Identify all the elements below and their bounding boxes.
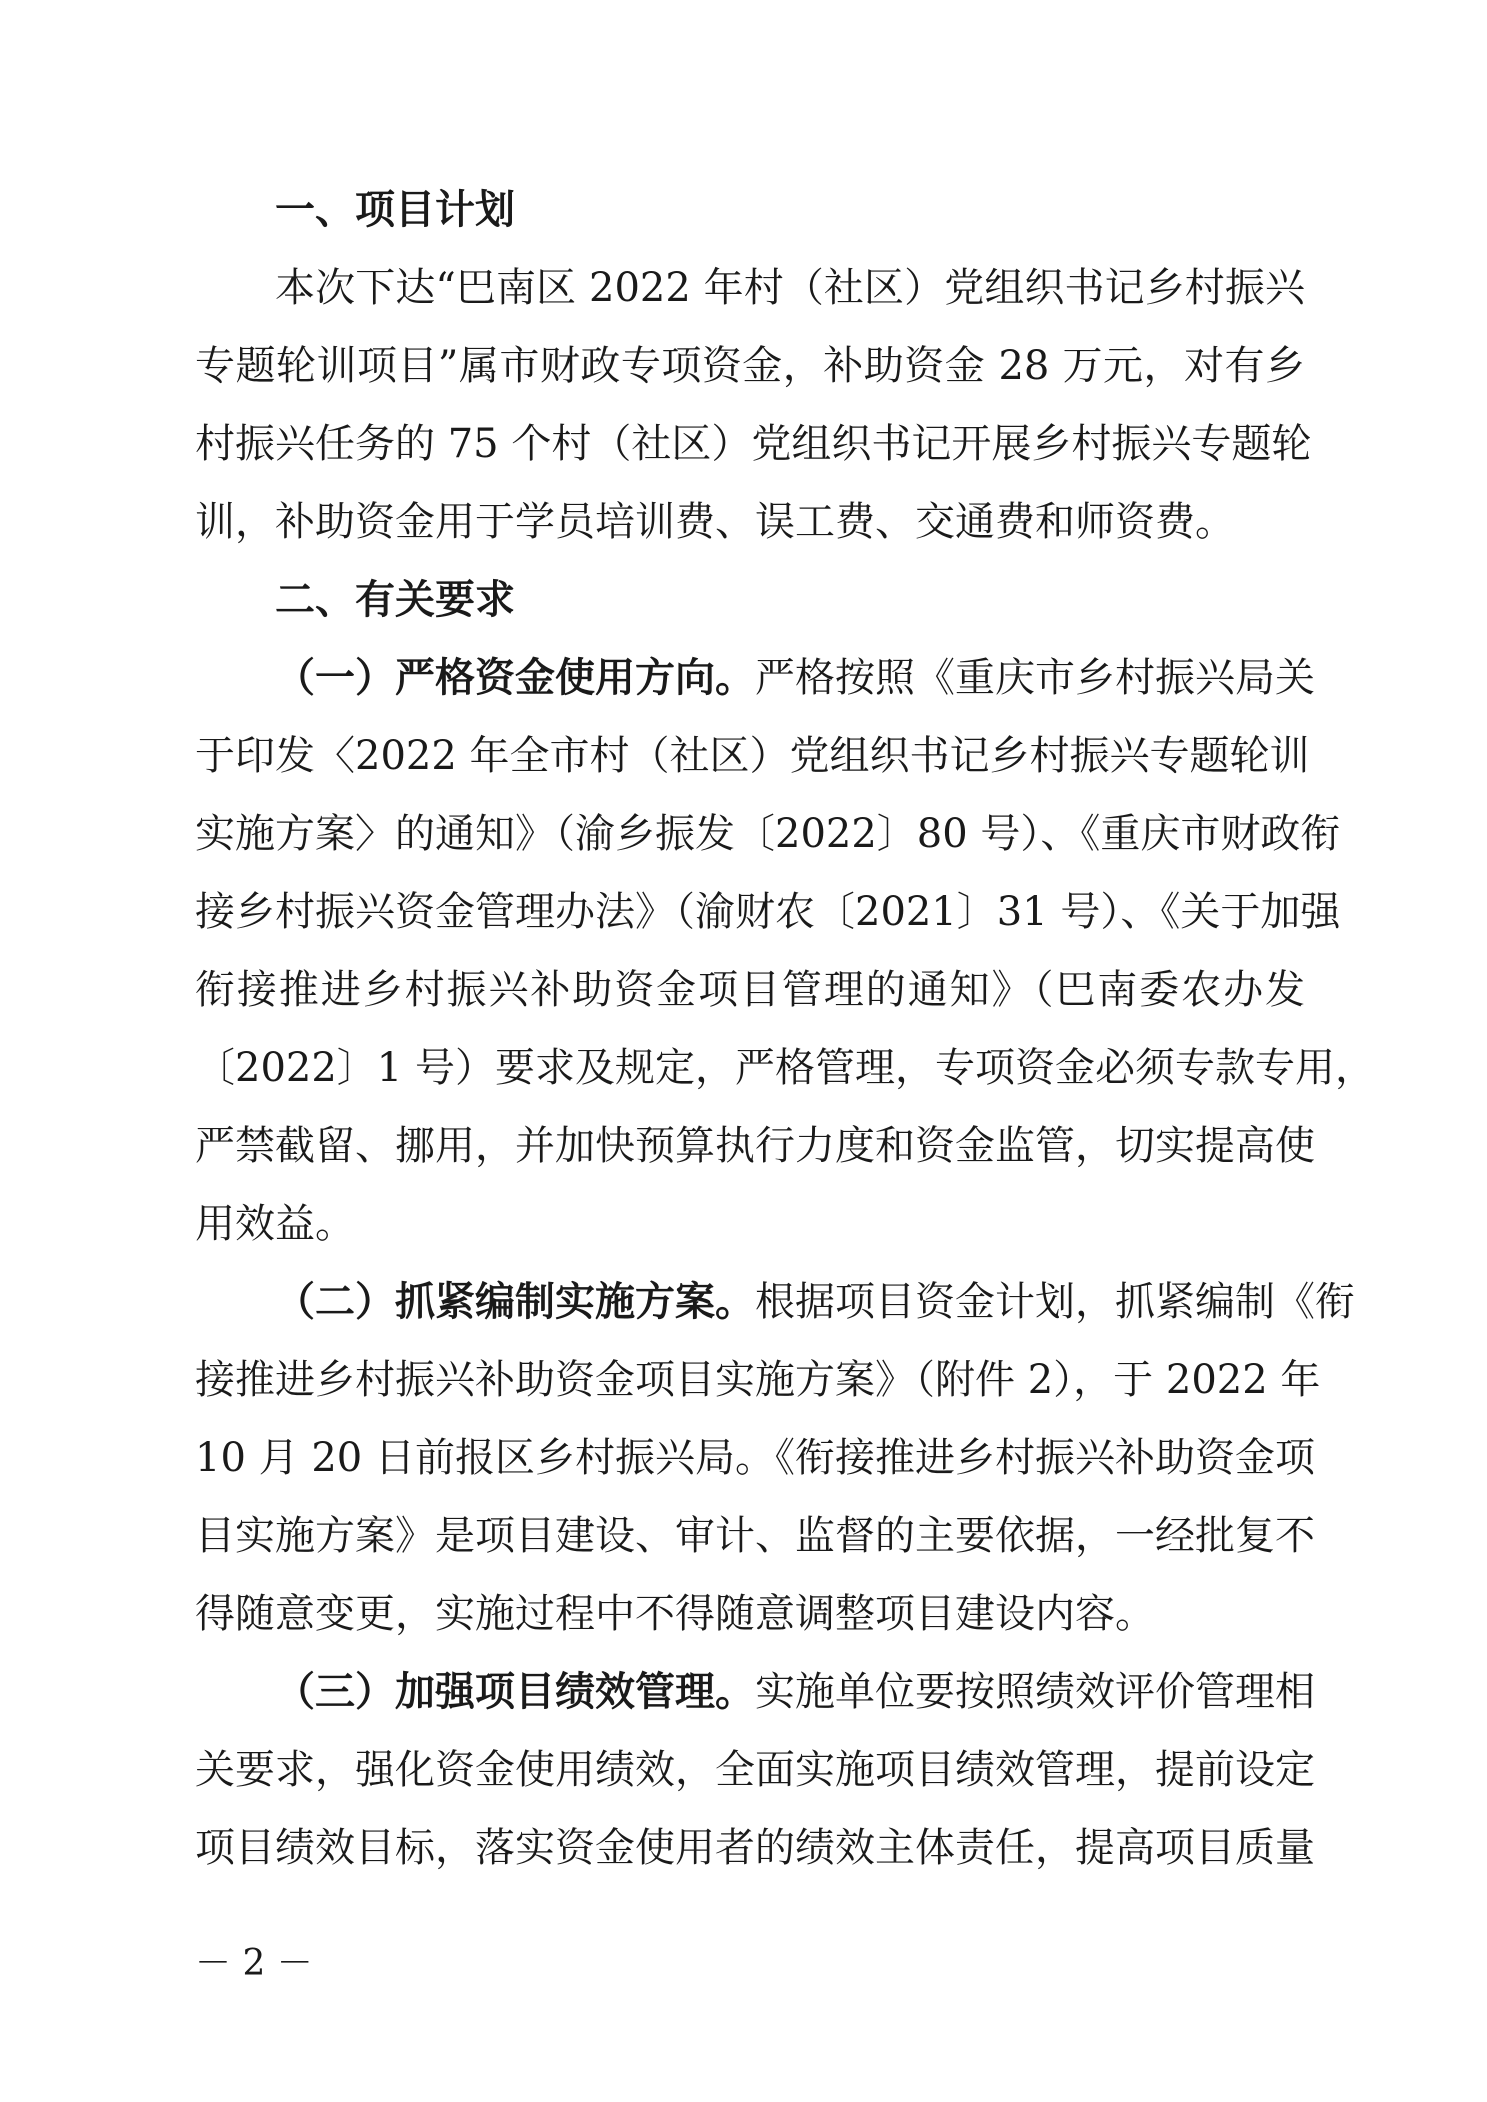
paragraph-line: 〔2022〕1 号）要求及规定，严格管理，专项资金必须专款专用，: [195, 1045, 1375, 1091]
paragraph-line: 训，补助资金用于学员培训费、误工费、交通费和师资费。: [195, 499, 1235, 545]
section-heading-project-plan: 一、项目计划: [275, 187, 515, 233]
paragraph-line: 接推进乡村振兴补助资金项目实施方案》（附件 2），于 2022 年: [195, 1357, 1321, 1403]
item-first-line: [275, 1667, 1315, 1717]
item-first-line: [275, 653, 1315, 703]
item-first-text: 严格按照《重庆市乡村振兴局关: [755, 655, 1315, 701]
item-title: （一）严格资金使用方向。: [275, 655, 755, 701]
paragraph-line: 本次下达“巴南区 2022 年村（社区）党组织书记乡村振兴: [275, 265, 1305, 311]
paragraph-line: 衔接推进乡村振兴补助资金项目管理的通知》（巴南委农办发: [195, 967, 1305, 1013]
paragraph-line: 严禁截留、挪用，并加快预算执行力度和资金监管，切实提高使: [195, 1123, 1315, 1169]
item-first-line: [275, 1277, 1355, 1327]
section-heading-requirements: 二、有关要求: [275, 577, 515, 623]
item-title: （三）加强项目绩效管理。: [275, 1669, 755, 1715]
item-title: （二）抓紧编制实施方案。: [275, 1279, 755, 1325]
paragraph-line: 关要求，强化资金使用绩效，全面实施项目绩效管理，提前设定: [195, 1747, 1315, 1793]
paragraph-line: 于印发〈2022 年全市村（社区）党组织书记乡村振兴专题轮训: [195, 733, 1310, 779]
paragraph-line: 目实施方案》是项目建设、审计、监督的主要依据，一经批复不: [195, 1513, 1315, 1559]
paragraph-line: 村振兴任务的 75 个村（社区）党组织书记开展乡村振兴专题轮: [195, 421, 1312, 467]
paragraph-line: 专题轮训项目”属市财政专项资金，补助资金 28 万元，对有乡: [195, 343, 1305, 389]
paragraph-line: 接乡村振兴资金管理办法》（渝财农〔2021〕31 号）、《关于加强: [195, 889, 1341, 935]
paragraph-line: 10 月 20 日前报区乡村振兴局。《衔接推进乡村振兴补助资金项: [195, 1435, 1315, 1481]
paragraph-line: 项目绩效目标，落实资金使用者的绩效主体责任，提高项目质量: [195, 1825, 1315, 1871]
item-first-text: 实施单位要按照绩效评价管理相: [755, 1669, 1315, 1715]
paragraph-line: 用效益。: [195, 1201, 355, 1247]
paragraph-line: 得随意变更，实施过程中不得随意调整项目建设内容。: [195, 1591, 1155, 1637]
page-number: － 2 －: [195, 1943, 313, 1984]
item-first-text: 根据项目资金计划，抓紧编制《衔: [755, 1279, 1355, 1325]
paragraph-line: 实施方案〉的通知》（渝乡振发〔2022〕80 号）、《重庆市财政衔: [195, 811, 1341, 857]
